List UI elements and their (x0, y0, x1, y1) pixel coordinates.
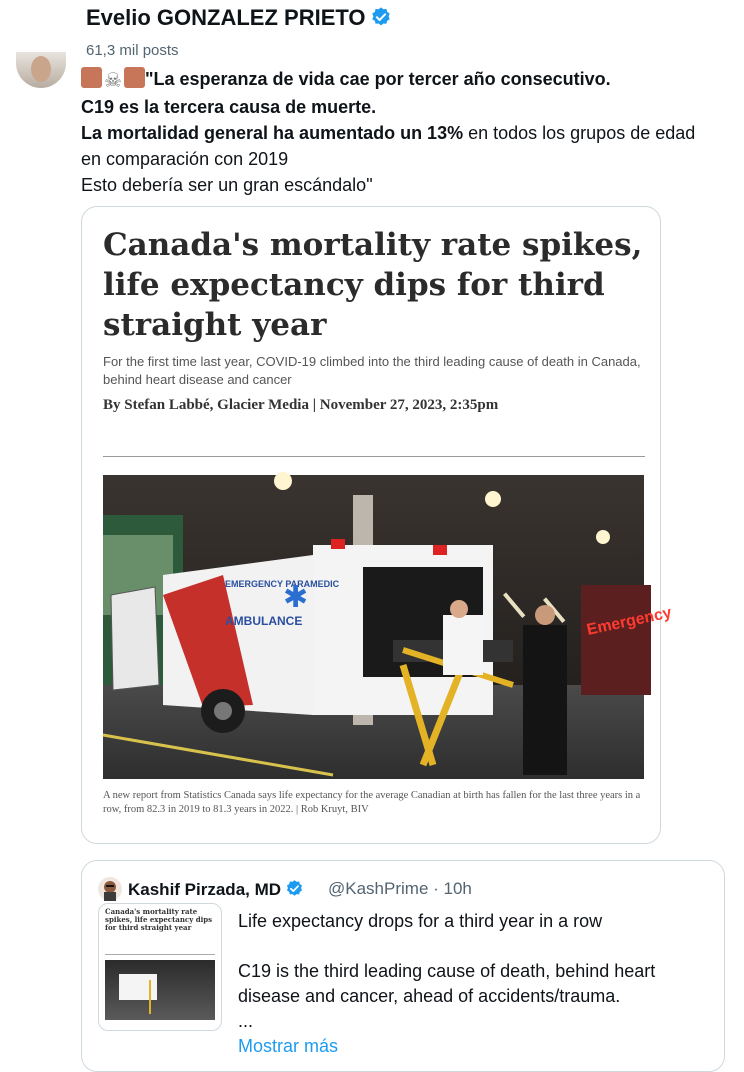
tweet-text (81, 66, 731, 198)
author-name-text[interactable]: Evelio GONZALEZ PRIETO (86, 5, 366, 30)
quoted-author-name[interactable] (128, 879, 304, 903)
tweet-line-2: C19 es la tercera causa de muerte. (81, 97, 377, 117)
photo-caption: A new report from Statistics Canada says life expectancy for the average Canadian at birth has fallen for the last three years in a row, from 82.3 in 2019 to 81.3 years in 2022. | Rob Kruyt, BIV (103, 790, 641, 815)
tweet-line-5: Esto debería ser un gran escándalo" (81, 175, 373, 195)
svg-text:✱: ✱ (283, 580, 309, 615)
skull-crossbones-icon: ☠ (104, 70, 122, 92)
post-count: 61,3 mil posts (86, 42, 179, 59)
author-avatar[interactable] (16, 52, 66, 88)
brown-square-emoji (81, 67, 102, 88)
profile-header (0, 0, 744, 66)
quoted-article-thumbnail[interactable] (98, 903, 222, 1031)
verified-badge-icon (370, 6, 392, 34)
brown-square-emoji (124, 67, 145, 88)
show-more-link[interactable]: Mostrar más (238, 1036, 339, 1056)
article-byline: By Stefan Labbé, Glacier Media | November 27, 2023, 2:35pm (103, 397, 499, 413)
emergency-sign-text: Emergency (585, 604, 674, 639)
tweet-line-3-bold: La mortalidad general ha aumentado un 13% (81, 123, 464, 143)
ambulance-label-text: AMBULANCE (225, 614, 303, 628)
quoted-author-name-text[interactable]: Kashif Pirzada, MD (128, 880, 282, 899)
thumbnail-headline: Canada's mortality rate spikes, life expectancy dips for third straight year (105, 907, 213, 932)
quoted-author-handle[interactable]: @KashPrime · 10h (328, 879, 472, 898)
article-card[interactable] (81, 206, 674, 844)
ambulance-side-text: EMERGENCY PARAMEDIC (225, 579, 340, 589)
quoted-ellipsis: ... (238, 1011, 254, 1031)
quoted-line-1: Life expectancy drops for a third year in a row (238, 911, 603, 931)
article-headline[interactable]: Canada's mortality rate spikes, life expectancy dips for third straight year (103, 227, 643, 343)
quoted-line-2: C19 is the third leading cause of death, behind heart disease and cancer, ahead of accidents/trauma. (238, 961, 656, 1006)
divider (103, 456, 645, 457)
article-dek: For the first time last year, COVID-19 climbed into the third leading cause of death in Canada, behind heart disease and cancer (103, 354, 641, 387)
article-photo[interactable] (103, 475, 674, 779)
tweet-line-1: "La esperanza de vida cae por tercer año consecutivo. (144, 69, 611, 89)
quoted-tweet-text (238, 909, 708, 1059)
verified-badge-icon (285, 879, 304, 903)
author-name[interactable] (86, 5, 392, 34)
tweet-line-4: en comparación con 2019 (81, 149, 289, 169)
quoted-tweet[interactable] (81, 860, 725, 1072)
quoted-author-avatar[interactable] (98, 877, 122, 901)
tweet-line-3-rest: en todos los grupos de edad (463, 123, 696, 143)
